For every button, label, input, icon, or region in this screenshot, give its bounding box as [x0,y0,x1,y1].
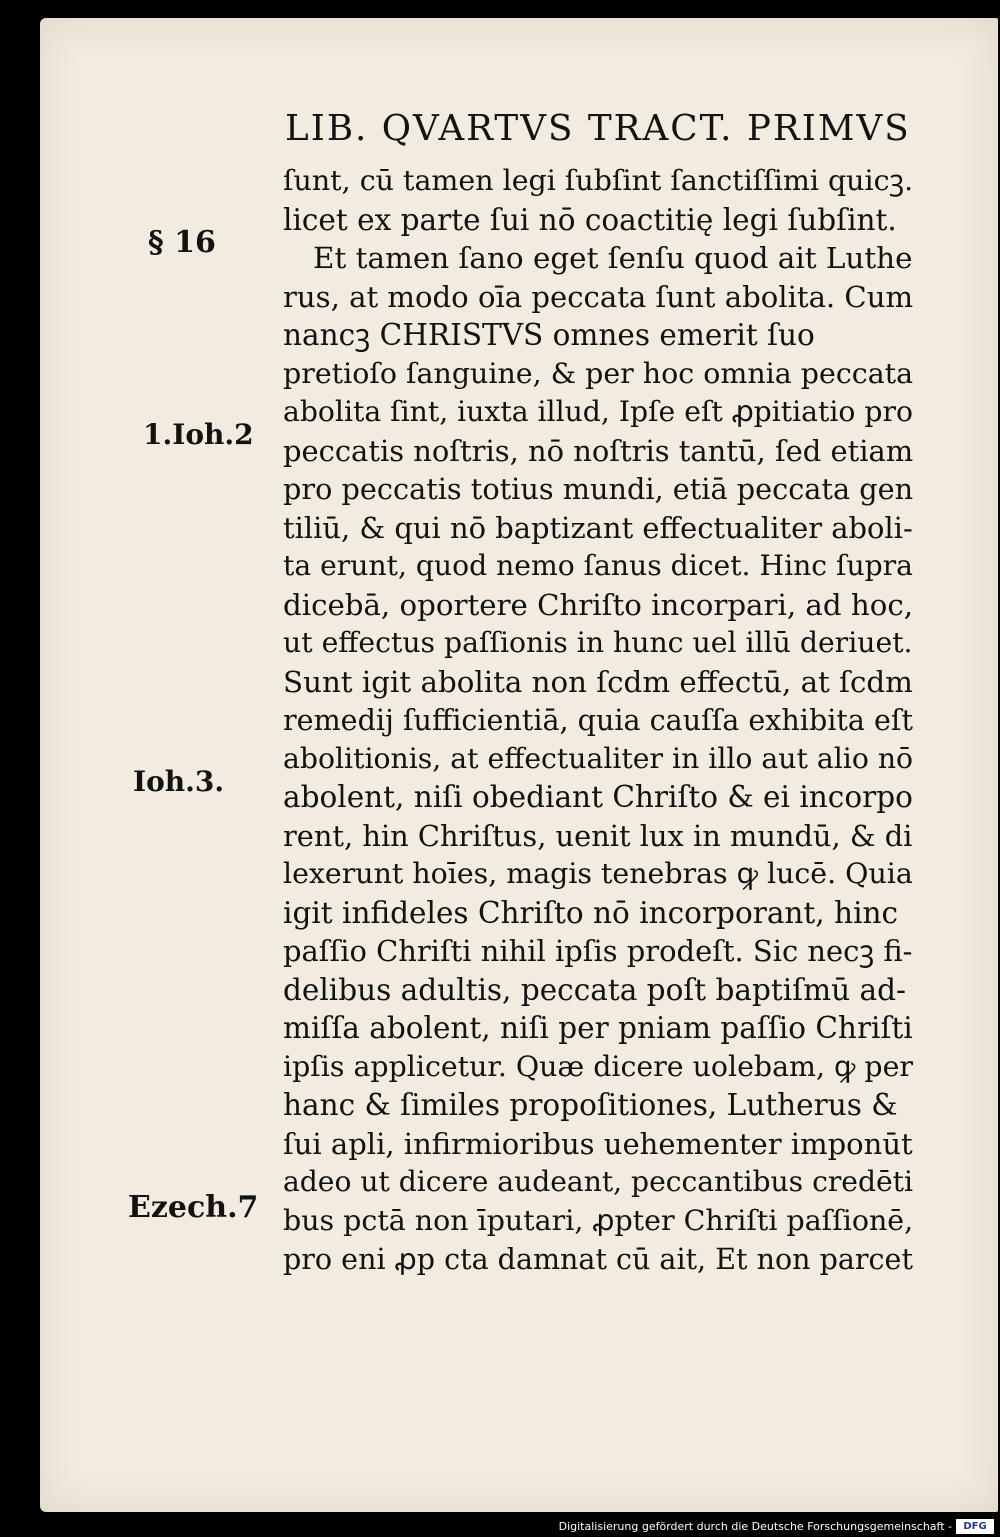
text-line: dicebā, oportere Chriſto incorpari, ad hoc, [283,587,914,622]
text-line: paſſio Chriſti nihil ipſis prodeſt. Sic necꝫ fi- [283,934,913,968]
text-line: nancꝫ CHRISTVS omnes emerit ſuo [283,318,815,352]
text-line: pro peccatis totius mundi, etiā peccata gen [283,472,914,506]
dfg-logo: DFG [956,1519,994,1534]
text-line: peccatis noſtris, nō noſtris tantū, ſed etiam [283,433,914,468]
text-line: igit infideles Chriſto nō incorporant, hinc [283,895,899,930]
text-line: rent, hin Chriſtus, uenit lux in mundū, & di [283,818,913,853]
text-line: abolita ſint, iuxta illud, Ipſe eſt ꝓpitiatio pro [283,395,913,428]
text-line: ipſis applicetur. Quæ dicere uolebam, ꝙ per [283,1049,913,1083]
text-line: rus, at modo oīa peccata ſunt abolita. Cum [283,279,914,314]
margin-ref-1-ioh-2: 1.Ioh.2 [143,418,254,451]
text-line: lexerunt hoīes, magis tenebras ꝙ lucē. Quia [283,857,913,890]
text-line: miſſa abolent, niſi per pniam paſſio Chriſti [283,1011,913,1045]
running-head: LIB. QVARTVS TRACT. PRIMVS [285,108,911,149]
text-line: pro eni ꝓp cta damnat cū ait, Et non parcet [283,1242,913,1276]
text-line: adeo ut dicere audeant, peccantibus credēti [283,1165,913,1198]
text-line: licet ex parte ſui nō coactitię legi ſubſint. [283,202,897,237]
text-line: remedij ſufficientiā, quia cauſſa exhibita eſt [283,703,913,737]
text-line: ſui apli, infirmioribus uehementer imponūt [283,1126,913,1161]
text-line: ſunt, cū tamen legi ſubſint ſanctiſſimi quicꝫ. [283,164,914,197]
margin-ref-ioh-3: Ioh.3. [133,765,225,798]
text-line: bus pctā non īputari, ꝓpter Chriſti paſſionē, [283,1203,914,1237]
text-line: abolent, niſi obediant Chriſto & ei incorpo [283,780,913,814]
body-text [283,162,923,1279]
text-line: Et tamen ſano eget ſenſu quod ait Luthe [313,241,913,275]
text-line: hanc & ſimiles propoſitiones, Lutherus & [283,1088,898,1122]
text-line: Sunt igit abolita non ſcdm effectū, at ſcdm [283,664,913,699]
text-line: pretioſo ſanguine, & per hoc omnia peccata [283,356,914,390]
digitization-credit: Digitalisierung gefördert durch die Deutsche Forschungsgemeinschaft - [558,1520,952,1533]
text-line: ta erunt, quod nemo ſanus dicet. Hinc ſupra [283,549,913,582]
margin-section-mark: § 16 [148,225,216,260]
text-line: abolitionis, at effectualiter in illo aut alio nō [283,741,914,775]
text-line: delibus adultis, peccata poſt baptiſmū ad- [283,972,906,1007]
margin-ref-ezech-7: Ezech.7 [128,1190,259,1225]
text-line: tiliū, & qui nō baptizant effectualiter aboli- [283,510,913,545]
text-line: ut effectus paſſionis in hunc uel illū deriuet. [283,626,913,659]
